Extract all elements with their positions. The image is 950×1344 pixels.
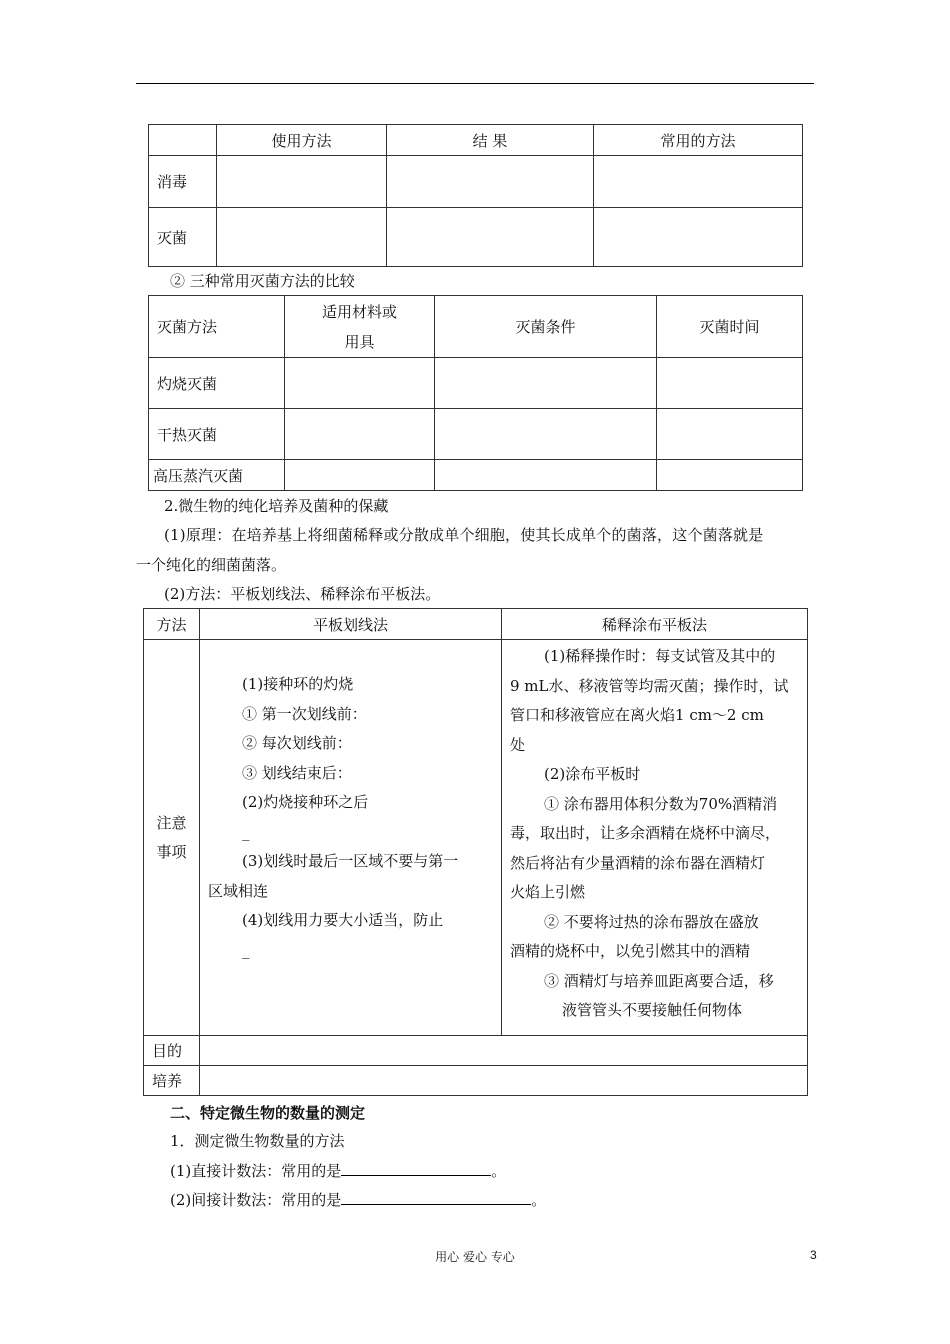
- answer-blank[interactable]: [341, 1161, 491, 1176]
- answer-blank[interactable]: [341, 1190, 531, 1205]
- spread-note: 液管管头不要接触任何物体: [562, 1001, 743, 1019]
- table1-row-label: 灭菌: [149, 208, 217, 267]
- disinfection-table: [148, 124, 803, 267]
- table1-row-label: 消毒: [149, 156, 217, 208]
- table2-cell: [285, 358, 435, 409]
- culture-label: 培养: [144, 1066, 200, 1096]
- table1-cell: [594, 156, 803, 208]
- notes-row-label: [144, 640, 200, 1036]
- notes-label-line: 注意: [156, 813, 187, 832]
- streak-notes-cell: [200, 640, 502, 1036]
- table2-header: 灭菌方法: [149, 296, 285, 358]
- page-number: 3: [810, 1248, 817, 1262]
- streak-blank: _: [242, 940, 250, 959]
- principle-text: (1)原理：在培养基上将细菌稀释或分散成单个细胞，使其长成单个的菌落，这个菌落就是: [164, 526, 764, 544]
- table1-header: [149, 125, 217, 156]
- table2-row-label: 灼烧灭菌: [149, 358, 285, 409]
- table1-cell: [387, 208, 594, 267]
- subsection-title: 1．测定微生物数量的方法: [170, 1132, 345, 1150]
- spread-note: 管口和移液管应在离火焰1 cm～2 cm: [510, 706, 764, 724]
- streak-blank: _: [242, 822, 250, 841]
- table2-cell: [285, 460, 435, 491]
- spread-note: 火焰上引燃: [510, 883, 586, 901]
- section-title-bold: 二、特定微生物的数量的测定: [170, 1104, 366, 1122]
- spread-note: ③ 酒精灯与培养皿距离要合适，移: [544, 971, 774, 990]
- spread-note: (2)涂布平板时: [544, 765, 641, 783]
- table1-cell: [217, 156, 387, 208]
- table2-header-line: 适用材料或: [321, 302, 397, 321]
- table2-header: [285, 296, 435, 358]
- spread-note: 9 mL水、移液管等均需灭菌；操作时，试: [510, 676, 789, 695]
- section-title: 2.微生物的纯化培养及菌种的保藏: [164, 497, 389, 515]
- spread-note: 然后将沾有少量酒精的涂布器在酒精灯: [510, 853, 766, 872]
- streak-note: ② 每次划线前：: [242, 734, 352, 752]
- streak-note: (3)划线时最后一区域不要与第一: [242, 852, 459, 870]
- spread-note: (1)稀释操作时：每支试管及其中的: [544, 647, 776, 665]
- table2-cell: [435, 460, 657, 491]
- method-text: (2)方法：平板划线法、稀释涂布平板法。: [164, 585, 441, 603]
- spread-note: ② 不要将过热的涂布器放在盛放: [544, 912, 759, 931]
- table1-cell: [217, 208, 387, 267]
- streak-note: 区域相连: [208, 881, 269, 900]
- table2-caption: ② 三种常用灭菌方法的比较: [170, 272, 355, 290]
- table2-header: 灭菌条件: [435, 296, 657, 358]
- table3-header: 平板划线法: [200, 609, 502, 640]
- streak-note: ① 第一次划线前：: [242, 704, 367, 723]
- streak-note: (2)灼烧接种环之后: [242, 793, 369, 811]
- table2-cell: [657, 358, 803, 409]
- indirect-count-text: (2)间接计数法：常用的是: [170, 1191, 342, 1209]
- table1-cell: [387, 156, 594, 208]
- table3-header: 方法: [144, 609, 200, 640]
- header-rule: [136, 83, 814, 84]
- culture-cell: [200, 1066, 808, 1096]
- streak-note: ③ 划线结束后：: [242, 763, 352, 782]
- table2-header-line: 用具: [344, 332, 375, 351]
- direct-count-question: [170, 1160, 506, 1181]
- spread-note: 酒精的烧杯中，以免引燃其中的酒精: [510, 942, 751, 960]
- indirect-count-question: [170, 1189, 546, 1210]
- purification-methods-table: [143, 608, 808, 1096]
- spread-notes-cell: [502, 640, 808, 1036]
- principle-text: 一个纯化的细菌菌落。: [136, 556, 287, 574]
- spread-note: 毒，取出时，让多余酒精在烧杯中滴尽，: [510, 824, 781, 842]
- footer-text: 用心 爱心 专心: [435, 1250, 515, 1264]
- purpose-label: 目的: [144, 1036, 200, 1066]
- table2-cell: [657, 409, 803, 460]
- table2-cell: [435, 409, 657, 460]
- table2-cell: [657, 460, 803, 491]
- table2-cell: [285, 409, 435, 460]
- spread-note: ① 涂布器用体积分数为70%酒精消: [544, 794, 778, 813]
- purpose-cell: [200, 1036, 808, 1066]
- table1-header: 使用方法: [217, 125, 387, 156]
- spread-note: 处: [510, 735, 526, 754]
- notes-label-line: 事项: [156, 842, 187, 861]
- table1-cell: [594, 208, 803, 267]
- direct-count-text: (1)直接计数法：常用的是: [170, 1162, 342, 1180]
- table2-row-label: 干热灭菌: [149, 409, 285, 460]
- table1-header: 结 果: [387, 125, 594, 156]
- sterilization-comparison-table: [148, 295, 803, 491]
- table1-header: 常用的方法: [594, 125, 803, 156]
- period: 。: [531, 1191, 547, 1209]
- streak-note: (1)接种环的灼烧: [242, 675, 354, 693]
- streak-note: (4)划线用力要大小适当，防止: [242, 911, 444, 929]
- table2-row-label: 高压蒸汽灭菌: [149, 460, 285, 491]
- table2-cell: [435, 358, 657, 409]
- period: 。: [491, 1162, 507, 1180]
- table2-header: 灭菌时间: [657, 296, 803, 358]
- table3-header: 稀释涂布平板法: [502, 609, 808, 640]
